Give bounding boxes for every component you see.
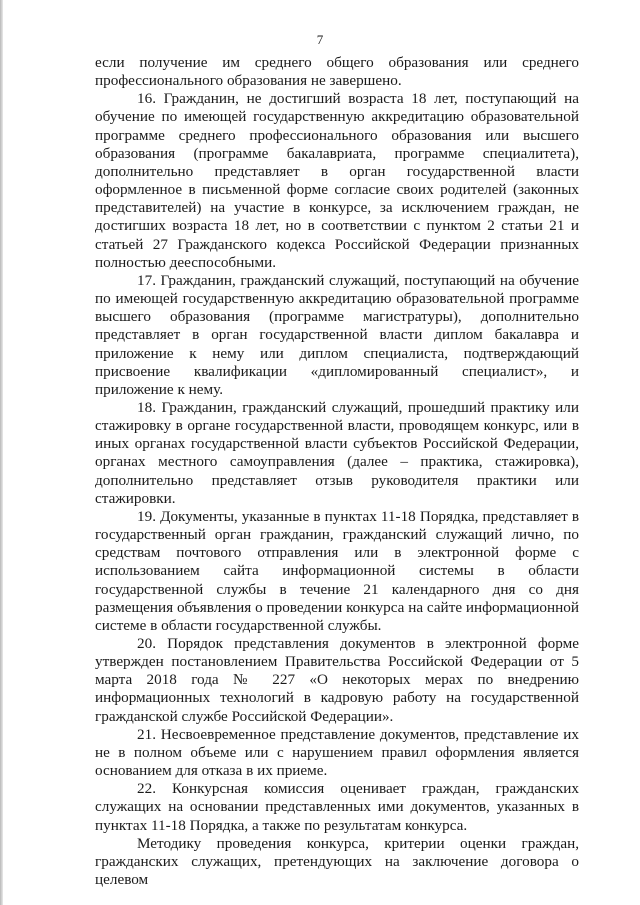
paragraph-21: 21. Несвоевременное представление документов, представление их не в полном объеме или с нарушением правил оформления является основанием для отказа в их приеме. <box>95 725 579 780</box>
paragraph-19: 19. Документы, указанные в пунктах 11-18 Порядка, представляет в государственный орган гражданин, гражданский служащий лично, по средствам почтового отправления или в электронной форме с использованием сайта информационной системы в области государственной службы в течение 21 календарного дня со дня размещения объявления о проведении конкурса на сайте информационной системе в области государственной службы. <box>95 507 579 634</box>
paragraph-16: 16. Гражданин, не достигший возраста 18 лет, поступающий на обучение по имеющей государственную аккредитацию образовательной программе среднего профессионального образования или высшего образования (программе бакалавриата, программе специалитета), дополнительно представляет в орган государственной власти оформленное в письменной форме согласие своих родителей (законных представителей) на участие в конкурсе, за исключением граждан, не достигших возраста 18 лет, но в соответствии с пунктом 2 статьи 21 и статьей 27 Гражданского кодекса Российской Федерации признанных полностью дееспособными. <box>95 90 579 271</box>
paragraph-17: 17. Гражданин, гражданский служащий, поступающий на обучение по имеющей государственную аккредитацию образовательной программе высшего образования (программе магистратуры), дополнительно представляет в орган государственной власти диплом бакалавра и приложение к нему или диплом специалиста, подтверждающий присвоение квалификации «дипломированный специалист», и приложение к нему. <box>95 271 579 398</box>
paragraph-20: 20. Порядок представления документов в электронной форме утвержден постановлением Правительства Российской Федерации от 5 марта 2018 года № 227 «О некоторых мерах по внедрению информационных технологий в кадровую работу на государственной гражданской службе Российской Федерации». <box>95 635 579 725</box>
paragraph-18: 18. Гражданин, гражданский служащий, прошедший практику или стажировку в органе государственной власти, проводящем конкурс, или в иных органах государственной власти субъектов Российской Федерации, органах местного самоуправления (далее – практика, стажировка), дополнительно представляет отзыв руководителя практики или стажировки. <box>95 398 579 507</box>
paragraph-continuation: если получение им среднего общего образования или среднего профессионального образования не завершено. <box>95 54 579 90</box>
page-number: 7 <box>316 32 324 47</box>
paragraph-22: 22. Конкурсная комиссия оценивает граждан, гражданских служащих на основании представленных ими документов, указанных в пунктах 11-18 Порядка, а также по результатам конкурса. <box>95 780 579 834</box>
document-body <box>95 54 579 889</box>
paragraph-methodology: Методику проведения конкурса, критерии оценки граждан, гражданских служащих, претендующих на заключение договора о целевом <box>95 834 579 889</box>
scan-binding-edge <box>0 0 3 905</box>
